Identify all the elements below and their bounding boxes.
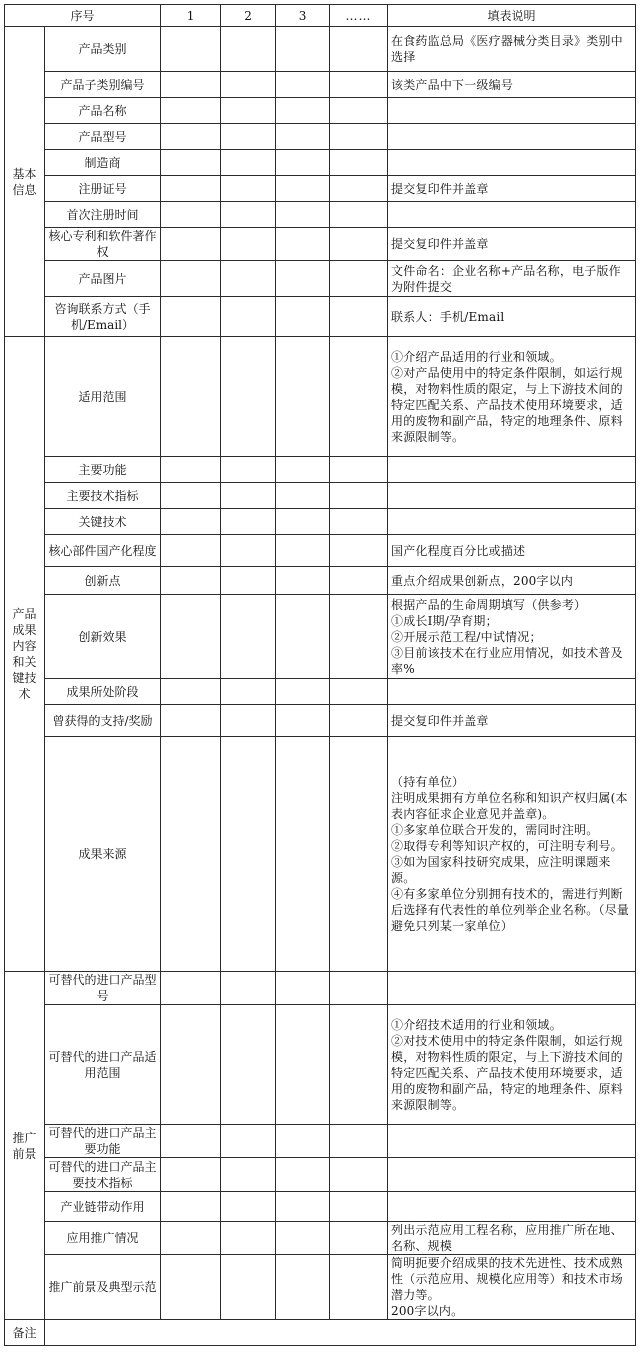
- entry-cell-1[interactable]: [161, 297, 221, 337]
- entry-cell-3[interactable]: [276, 679, 330, 705]
- entry-cell-1[interactable]: [161, 595, 221, 679]
- entry-cell-3[interactable]: [276, 509, 330, 535]
- field-note: [388, 202, 636, 228]
- form-row: [5, 509, 636, 535]
- entry-cell-2[interactable]: [221, 124, 276, 150]
- field-note: [388, 483, 636, 509]
- entry-cell-1[interactable]: [161, 1255, 221, 1320]
- field-label: 可替代的进口产品主要功能: [45, 1125, 161, 1158]
- entry-cell-1[interactable]: [161, 535, 221, 567]
- field-note: 重点介绍成果创新点，200字以内: [388, 567, 636, 595]
- entry-cell-4[interactable]: [330, 679, 388, 705]
- field-note: 提交复印件并盖章: [388, 228, 636, 261]
- entry-cell-1[interactable]: [161, 27, 221, 72]
- entry-cell-2[interactable]: [221, 737, 276, 972]
- field-label: 可替代的进口产品主要技术指标: [45, 1158, 161, 1192]
- entry-cell-4[interactable]: [330, 72, 388, 98]
- field-label: 创新点: [45, 567, 161, 595]
- field-note: （持有单位） 注明成果拥有方单位名称和知识产权归属(本表内容征求企业意见并盖章)。 ①多家单位联合开发的，需同时注明。 ②取得专利等知识产权的，可注明专利号。 ③如为国家科技研究成果，应注明课题来源。 ④有多家单位分别拥有技术的，需进行判断后选择有代表性的单位列举企业名称。（尽量避免只列某一家单位）: [388, 737, 636, 972]
- field-label: 产品子类别编号: [45, 72, 161, 98]
- field-label: 制造商: [45, 150, 161, 176]
- form-row: [5, 567, 636, 595]
- entry-cell-2[interactable]: [221, 176, 276, 202]
- entry-cell-4[interactable]: [330, 972, 388, 1005]
- entry-cell-3[interactable]: [276, 228, 330, 261]
- entry-cell-4[interactable]: [330, 1192, 388, 1222]
- form-row: [5, 297, 636, 337]
- entry-cell-4[interactable]: [330, 1005, 388, 1125]
- form-row: [5, 457, 636, 483]
- group-product-content-label: 产品成果内容和关键技术: [5, 337, 45, 972]
- entry-cell-2[interactable]: [221, 228, 276, 261]
- entry-cell-2[interactable]: [221, 72, 276, 98]
- field-note: [388, 457, 636, 483]
- form-row: [5, 337, 636, 457]
- header-notes: 填表说明: [388, 5, 636, 27]
- entry-cell-1[interactable]: [161, 202, 221, 228]
- entry-cell-3[interactable]: [276, 1255, 330, 1320]
- entry-cell-3[interactable]: [276, 337, 330, 457]
- entry-cell-4[interactable]: [330, 261, 388, 297]
- entry-cell-2[interactable]: [221, 261, 276, 297]
- entry-cell-3[interactable]: [276, 972, 330, 1005]
- entry-cell-3[interactable]: [276, 261, 330, 297]
- field-label: 产品型号: [45, 124, 161, 150]
- entry-cell-3[interactable]: [276, 72, 330, 98]
- field-note: 根据产品的生命周期填写（供参考） ①成长I期/孕育期； ②开展示范工程/中试情况； ③目前该技术在行业应用情况，如技术普及率%: [388, 595, 636, 679]
- field-note: 在食药监总局《医疗器械分类目录》类别中选择: [388, 27, 636, 72]
- entry-cell-3[interactable]: [276, 737, 330, 972]
- entry-cell-3[interactable]: [276, 567, 330, 595]
- entry-cell-1[interactable]: [161, 972, 221, 1005]
- form-row: [5, 124, 636, 150]
- form-row: [5, 1222, 636, 1255]
- field-label: 首次注册时间: [45, 202, 161, 228]
- entry-cell-1[interactable]: [161, 337, 221, 457]
- field-label: 核心部件国产化程度: [45, 535, 161, 567]
- field-label: 产品名称: [45, 98, 161, 124]
- entry-cell-1[interactable]: [161, 567, 221, 595]
- field-note: 联系人：手机/Email: [388, 297, 636, 337]
- entry-cell-3[interactable]: [276, 1158, 330, 1192]
- form-row: [5, 483, 636, 509]
- field-label: 曾获得的支持/奖励: [45, 705, 161, 737]
- entry-cell-2[interactable]: [221, 98, 276, 124]
- entry-cell-2[interactable]: [221, 1125, 276, 1158]
- entry-cell-3[interactable]: [276, 1192, 330, 1222]
- entry-cell-1[interactable]: [161, 679, 221, 705]
- field-note: ①介绍产品适用的行业和领域。 ②对产品使用中的特定条件限制，如运行规模，对物料性质的限定，与上下游技术间的特定匹配关系、产品技术使用环境要求，适用的废物和副产品，特定的地理条件、原料来源限制等。: [388, 337, 636, 457]
- entry-cell-2[interactable]: [221, 1222, 276, 1255]
- group-promotion-label: 推广前景: [5, 972, 45, 1320]
- entry-cell-4[interactable]: [330, 457, 388, 483]
- form-row: [5, 1158, 636, 1192]
- form-row: [5, 261, 636, 297]
- entry-cell-1[interactable]: [161, 72, 221, 98]
- entry-cell-2[interactable]: [221, 1255, 276, 1320]
- entry-cell-4[interactable]: [330, 705, 388, 737]
- entry-cell-4[interactable]: [330, 535, 388, 567]
- entry-cell-4[interactable]: [330, 1158, 388, 1192]
- entry-cell-2[interactable]: [221, 567, 276, 595]
- entry-cell-2[interactable]: [221, 483, 276, 509]
- field-label: 注册证号: [45, 176, 161, 202]
- entry-cell-4[interactable]: [330, 509, 388, 535]
- entry-cell-2[interactable]: [221, 705, 276, 737]
- field-note: [388, 972, 636, 1005]
- form-row: [5, 595, 636, 679]
- field-note: 提交复印件并盖章: [388, 705, 636, 737]
- field-label: 产品图片: [45, 261, 161, 297]
- field-label: 可替代的进口产品型号: [45, 972, 161, 1005]
- entry-cell-4[interactable]: [330, 1255, 388, 1320]
- form-row: [5, 737, 636, 972]
- entry-cell-1[interactable]: [161, 1222, 221, 1255]
- field-label: 关键技术: [45, 509, 161, 535]
- form-row: [5, 1125, 636, 1158]
- entry-cell-3[interactable]: [276, 1125, 330, 1158]
- entry-cell-1[interactable]: [161, 1158, 221, 1192]
- form-row: [5, 150, 636, 176]
- entry-cell-2[interactable]: [221, 297, 276, 337]
- entry-cell-4[interactable]: [330, 228, 388, 261]
- header-col-2: 2: [221, 5, 276, 27]
- form-row: [5, 27, 636, 72]
- form-row: [5, 72, 636, 98]
- form-row: [5, 202, 636, 228]
- entry-cell-3[interactable]: [276, 705, 330, 737]
- entry-cell-1[interactable]: [161, 483, 221, 509]
- entry-cell-4[interactable]: [330, 1125, 388, 1158]
- header-col-1: 1: [161, 5, 221, 27]
- entry-cell-4[interactable]: [330, 176, 388, 202]
- form-row: [5, 1255, 636, 1320]
- field-note: [388, 509, 636, 535]
- field-label: 应用推广情况: [45, 1222, 161, 1255]
- field-label: 适用范围: [45, 337, 161, 457]
- entry-cell-1[interactable]: [161, 228, 221, 261]
- form-row: [5, 535, 636, 567]
- field-label: 成果来源: [45, 737, 161, 972]
- entry-cell-3[interactable]: [276, 297, 330, 337]
- entry-cell-2[interactable]: [221, 1192, 276, 1222]
- entry-cell-3[interactable]: [276, 535, 330, 567]
- entry-cell-4[interactable]: [330, 337, 388, 457]
- field-note: [388, 1192, 636, 1222]
- field-label: 产业链带动作用: [45, 1192, 161, 1222]
- entry-cell-3[interactable]: [276, 27, 330, 72]
- remarks-row: [5, 1320, 636, 1346]
- group-basic-info-label: 基本信息: [5, 27, 45, 337]
- entry-cell-1[interactable]: [161, 1192, 221, 1222]
- entry-cell-4[interactable]: [330, 124, 388, 150]
- field-label: 创新效果: [45, 595, 161, 679]
- entry-cell-1[interactable]: [161, 261, 221, 297]
- field-note: [388, 1125, 636, 1158]
- entry-cell-4[interactable]: [330, 737, 388, 972]
- entry-cell-2[interactable]: [221, 1005, 276, 1125]
- header-col-more: ……: [330, 5, 388, 27]
- entry-cell-1[interactable]: [161, 124, 221, 150]
- entry-cell-3[interactable]: [276, 1222, 330, 1255]
- entry-cell-2[interactable]: [221, 679, 276, 705]
- field-note: 提交复印件并盖章: [388, 176, 636, 202]
- remarks-label: 备注: [5, 1320, 45, 1346]
- entry-cell-4[interactable]: [330, 567, 388, 595]
- entry-cell-2[interactable]: [221, 972, 276, 1005]
- field-label: 推广前景及典型示范: [45, 1255, 161, 1320]
- field-note: ①介绍技术适用的行业和领域。 ②对技术使用中的特定条件限制，如运行规模，对物料性质的限定，与上下游技术间的特定匹配关系、产品技术使用环境要求，适用的废物和副产品，特定的地理条件、原料来源限制等。: [388, 1005, 636, 1125]
- form-row: [5, 1005, 636, 1125]
- field-label: 核心专利和软件著作权: [45, 228, 161, 261]
- header-row: [5, 5, 636, 27]
- form-row: [5, 1192, 636, 1222]
- field-note: [388, 1158, 636, 1192]
- entry-cell-2[interactable]: [221, 202, 276, 228]
- entry-cell-1[interactable]: [161, 150, 221, 176]
- entry-cell-3[interactable]: [276, 1005, 330, 1125]
- entry-cell-3[interactable]: [276, 98, 330, 124]
- entry-cell-2[interactable]: [221, 535, 276, 567]
- field-note: [388, 98, 636, 124]
- field-note: 简明扼要介绍成果的技术先进性、技术成熟性（示范应用、规模化应用等）和技术市场潜力等。 200字以内。: [388, 1255, 636, 1320]
- header-seq: 序号: [5, 5, 161, 27]
- field-note: 列出示范应用工程名称，应用推广所在地、名称、规模: [388, 1222, 636, 1255]
- entry-cell-3[interactable]: [276, 202, 330, 228]
- entry-cell-3[interactable]: [276, 595, 330, 679]
- entry-cell-2[interactable]: [221, 150, 276, 176]
- entry-cell-1[interactable]: [161, 1005, 221, 1125]
- entry-cell-2[interactable]: [221, 509, 276, 535]
- entry-cell-2[interactable]: [221, 27, 276, 72]
- entry-cell-3[interactable]: [276, 483, 330, 509]
- entry-cell-1[interactable]: [161, 176, 221, 202]
- entry-cell-4[interactable]: [330, 595, 388, 679]
- field-note: 该类产品中下一级编号: [388, 72, 636, 98]
- entry-cell-3[interactable]: [276, 150, 330, 176]
- field-label: 可替代的进口产品适用范围: [45, 1005, 161, 1125]
- field-label: 产品类别: [45, 27, 161, 72]
- entry-cell-3[interactable]: [276, 176, 330, 202]
- entry-cell-4[interactable]: [330, 1222, 388, 1255]
- entry-cell-1[interactable]: [161, 737, 221, 972]
- field-note: [388, 150, 636, 176]
- product-info-form-table: [4, 4, 636, 1346]
- field-label: 咨询联系方式（手机/Email）: [45, 297, 161, 337]
- field-label: 主要功能: [45, 457, 161, 483]
- field-note: 文件命名：企业名称+产品名称，电子版作为附件提交: [388, 261, 636, 297]
- form-row: [5, 705, 636, 737]
- field-label: 成果所处阶段: [45, 679, 161, 705]
- entry-cell-1[interactable]: [161, 705, 221, 737]
- entry-cell-4[interactable]: [330, 27, 388, 72]
- entry-cell-4[interactable]: [330, 202, 388, 228]
- field-note: [388, 124, 636, 150]
- entry-cell-4[interactable]: [330, 483, 388, 509]
- entry-cell-1[interactable]: [161, 457, 221, 483]
- field-label: 主要技术指标: [45, 483, 161, 509]
- form-row: [5, 972, 636, 1005]
- entry-cell-4[interactable]: [330, 98, 388, 124]
- entry-cell-1[interactable]: [161, 509, 221, 535]
- form-row: [5, 176, 636, 202]
- remarks-content[interactable]: [45, 1320, 636, 1346]
- form-row: [5, 98, 636, 124]
- entry-cell-2[interactable]: [221, 595, 276, 679]
- entry-cell-2[interactable]: [221, 1158, 276, 1192]
- header-col-3: 3: [276, 5, 330, 27]
- entry-cell-4[interactable]: [330, 150, 388, 176]
- entry-cell-1[interactable]: [161, 98, 221, 124]
- form-row: [5, 228, 636, 261]
- field-note: 国产化程度百分比或描述: [388, 535, 636, 567]
- entry-cell-4[interactable]: [330, 297, 388, 337]
- entry-cell-1[interactable]: [161, 1125, 221, 1158]
- entry-cell-3[interactable]: [276, 124, 330, 150]
- entry-cell-3[interactable]: [276, 457, 330, 483]
- entry-cell-2[interactable]: [221, 337, 276, 457]
- form-row: [5, 679, 636, 705]
- field-note: [388, 679, 636, 705]
- entry-cell-2[interactable]: [221, 457, 276, 483]
